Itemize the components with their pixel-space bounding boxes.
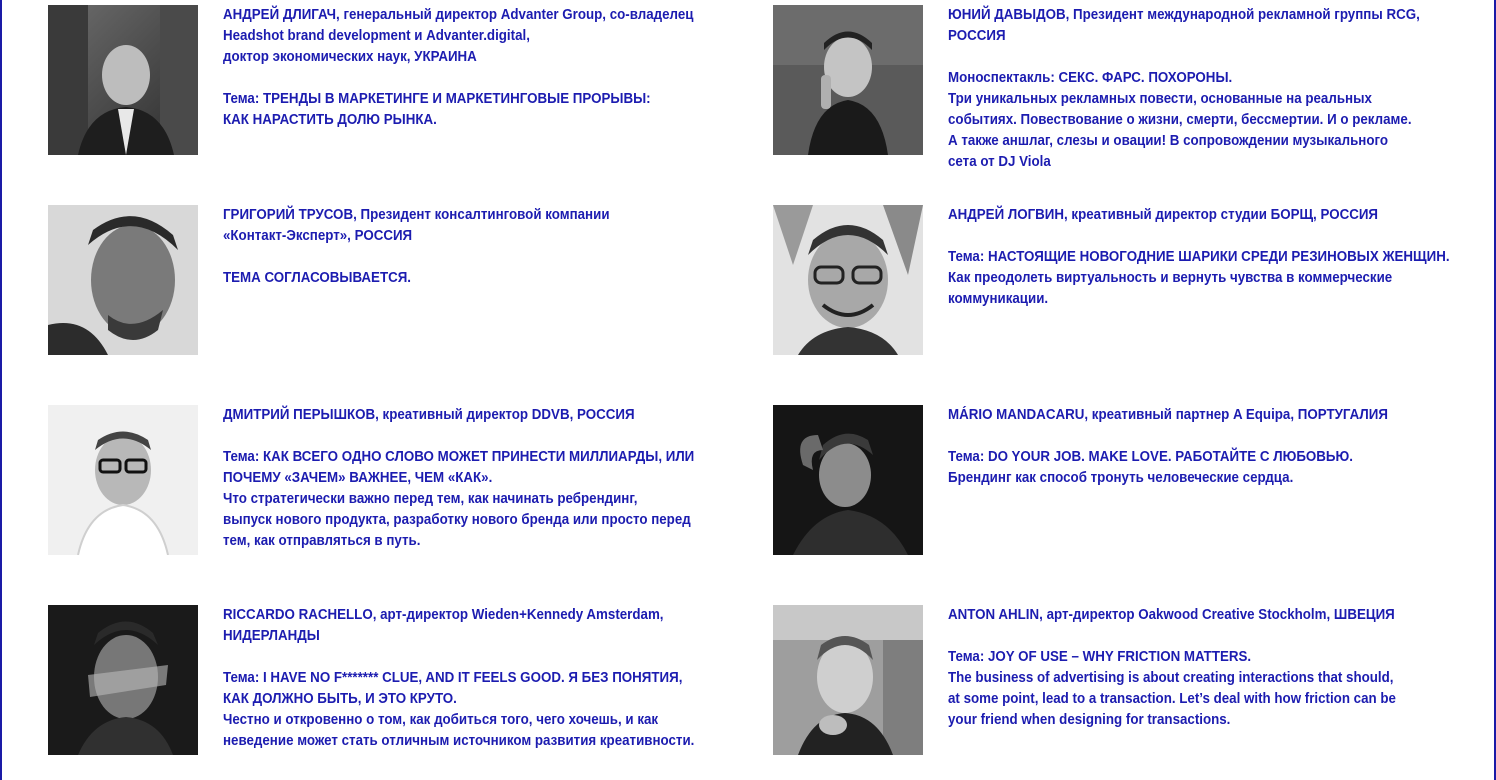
speaker-text-line: А также аншлаг, слезы и овации! В сопровождении музыкального xyxy=(948,133,1389,149)
speaker-text-line xyxy=(948,226,1431,247)
speaker-text-line: АНДРЕЙ ЛОГВИН, креативный директор студии БОРЩ, РОССИЯ xyxy=(948,207,1379,223)
speaker-text-line: сета от DJ Viola xyxy=(948,154,1051,170)
speaker-text-line: Моноспектакль: СЕКС. ФАРС. ПОХОРОНЫ. xyxy=(948,70,1233,86)
speaker-card xyxy=(48,205,748,355)
speaker-text-line: at some point, lead to a transaction. Let’s deal with how friction can be xyxy=(948,691,1396,707)
speaker-text-line: Брендинг как способ тронуть человеческие сердца. xyxy=(948,470,1294,486)
speaker-text-line: ПОЧЕМУ «ЗАЧЕМ» ВАЖНЕЕ, ЧЕМ «КАК». xyxy=(223,470,493,486)
speaker-text-line: ГРИГОРИЙ ТРУСОВ, Президент консалтинговой компании xyxy=(223,207,610,223)
speaker-info xyxy=(223,405,706,552)
speaker-text-line: Тема: DO YOUR JOB. MAKE LOVE. РАБОТАЙТЕ С ЛЮБОВЬЮ. xyxy=(948,449,1353,465)
speaker-text-line xyxy=(223,647,706,668)
speaker-info xyxy=(223,205,706,289)
speaker-card xyxy=(773,405,1473,555)
speaker-text-line: РОССИЯ xyxy=(948,28,1006,44)
portrait-photo-icon xyxy=(48,5,198,155)
speaker-text-line: событиях. Повествование о жизни, смерти, бессмертии. И о рекламе. xyxy=(948,112,1412,128)
speaker-text-line: Тема: ТРЕНДЫ В МАРКЕТИНГЕ И МАРКЕТИНГОВЫЕ ПРОРЫВЫ: xyxy=(223,91,651,107)
speaker-text-line: ДМИТРИЙ ПЕРЫШКОВ, креативный директор DDVB, РОССИЯ xyxy=(223,407,635,423)
speaker-text-line: АНДРЕЙ ДЛИГАЧ, генеральный директор Advanter Group, со-владелец xyxy=(223,7,694,23)
speaker-photo xyxy=(48,405,198,555)
speaker-text-line: КАК НАРАСТИТЬ ДОЛЮ РЫНКА. xyxy=(223,112,437,128)
speaker-photo xyxy=(773,405,923,555)
speaker-card xyxy=(48,5,748,155)
portrait-photo-icon xyxy=(773,205,923,355)
speaker-text-line: Честно и откровенно о том, как добиться того, чего хочешь, и как xyxy=(223,712,659,728)
speaker-text-line: Что стратегически важно перед тем, как начинать ребрендинг, xyxy=(223,491,638,507)
speaker-text-line xyxy=(223,68,706,89)
page-frame-left xyxy=(0,0,2,780)
speaker-text-line: выпуск нового продукта, разработку нового бренда или просто перед xyxy=(223,512,691,528)
speaker-text-line: доктор экономических наук, УКРАИНА xyxy=(223,49,477,65)
speaker-text-line: Тема: НАСТОЯЩИЕ НОВОГОДНИЕ ШАРИКИ СРЕДИ РЕЗИНОВЫХ ЖЕНЩИН. xyxy=(948,249,1450,265)
speaker-text-line: The business of advertising is about creating interactions that should, xyxy=(948,670,1394,686)
speaker-text-line: неведение может стать отличным источником развития креативности. xyxy=(223,733,695,749)
speaker-info xyxy=(948,205,1450,310)
speaker-text-line xyxy=(223,247,706,268)
portrait-photo-icon xyxy=(48,605,198,755)
speaker-text-line: Headshot brand development и Advanter.digital, xyxy=(223,28,530,44)
portrait-photo-icon xyxy=(48,405,198,555)
speaker-card xyxy=(48,405,748,555)
speaker-text-line: тем, как отправляться в путь. xyxy=(223,533,421,549)
speaker-photo xyxy=(773,605,923,755)
portrait-photo-icon xyxy=(773,405,923,555)
speaker-text-line xyxy=(223,426,706,447)
speaker-text-line xyxy=(948,626,1431,647)
portrait-photo-icon xyxy=(48,205,198,355)
speaker-text-line xyxy=(948,47,1431,68)
speaker-photo xyxy=(48,205,198,355)
speaker-photo xyxy=(48,5,198,155)
speaker-photo xyxy=(48,605,198,755)
speaker-info xyxy=(223,5,706,131)
speaker-text-line: Как преодолеть виртуальность и вернуть чувства в коммерческие xyxy=(948,270,1393,286)
speaker-text-line: MÁRIO MANDACARU, креативный партнер A Equipa, ПОРТУГАЛИЯ xyxy=(948,407,1388,423)
portrait-photo-icon xyxy=(773,5,923,155)
speaker-text-line: НИДЕРЛАНДЫ xyxy=(223,628,320,644)
speaker-text-line: RICCARDO RACHELLO, арт-директор Wieden+Kennedy Amsterdam, xyxy=(223,607,664,623)
speaker-photo xyxy=(773,205,923,355)
speaker-text-line: Тема: JOY OF USE – WHY FRICTION MATTERS. xyxy=(948,649,1252,665)
speaker-text-line: КАК ДОЛЖНО БЫТЬ, И ЭТО КРУТО. xyxy=(223,691,457,707)
speaker-info xyxy=(223,605,706,752)
speaker-card xyxy=(48,605,748,755)
speaker-info xyxy=(948,405,1431,489)
portrait-photo-icon xyxy=(773,605,923,755)
speaker-info xyxy=(948,605,1431,731)
speaker-text-line: ТЕМА СОГЛАСОВЫВАЕТСЯ. xyxy=(223,270,412,286)
speaker-card xyxy=(773,205,1473,355)
speaker-text-line: Тема: КАК ВСЕГО ОДНО СЛОВО МОЖЕТ ПРИНЕСТИ МИЛЛИАРДЫ, ИЛИ xyxy=(223,449,695,465)
speaker-text-line: Три уникальных рекламных повести, основанные на реальных xyxy=(948,91,1372,107)
speaker-text-line xyxy=(948,426,1431,447)
speaker-text-line: Тема: I HAVE NO F******* CLUE, AND IT FEELS GOOD. Я БЕЗ ПОНЯТИЯ, xyxy=(223,670,683,686)
speaker-info xyxy=(948,5,1431,173)
speaker-text-line: ANTON AHLIN, арт-директор Oakwood Creative Stockholm, ШВЕЦИЯ xyxy=(948,607,1395,623)
speaker-text-line: ЮНИЙ ДАВЫДОВ, Президент международной рекламной группы RCG, xyxy=(948,7,1420,23)
speaker-text-line: коммуникации. xyxy=(948,291,1049,307)
speaker-photo xyxy=(773,5,923,155)
speaker-text-line: your friend when designing for transactions. xyxy=(948,712,1231,728)
speaker-card xyxy=(773,605,1473,755)
speaker-text-line: «Контакт-Эксперт», РОССИЯ xyxy=(223,228,413,244)
speaker-card xyxy=(773,5,1473,170)
